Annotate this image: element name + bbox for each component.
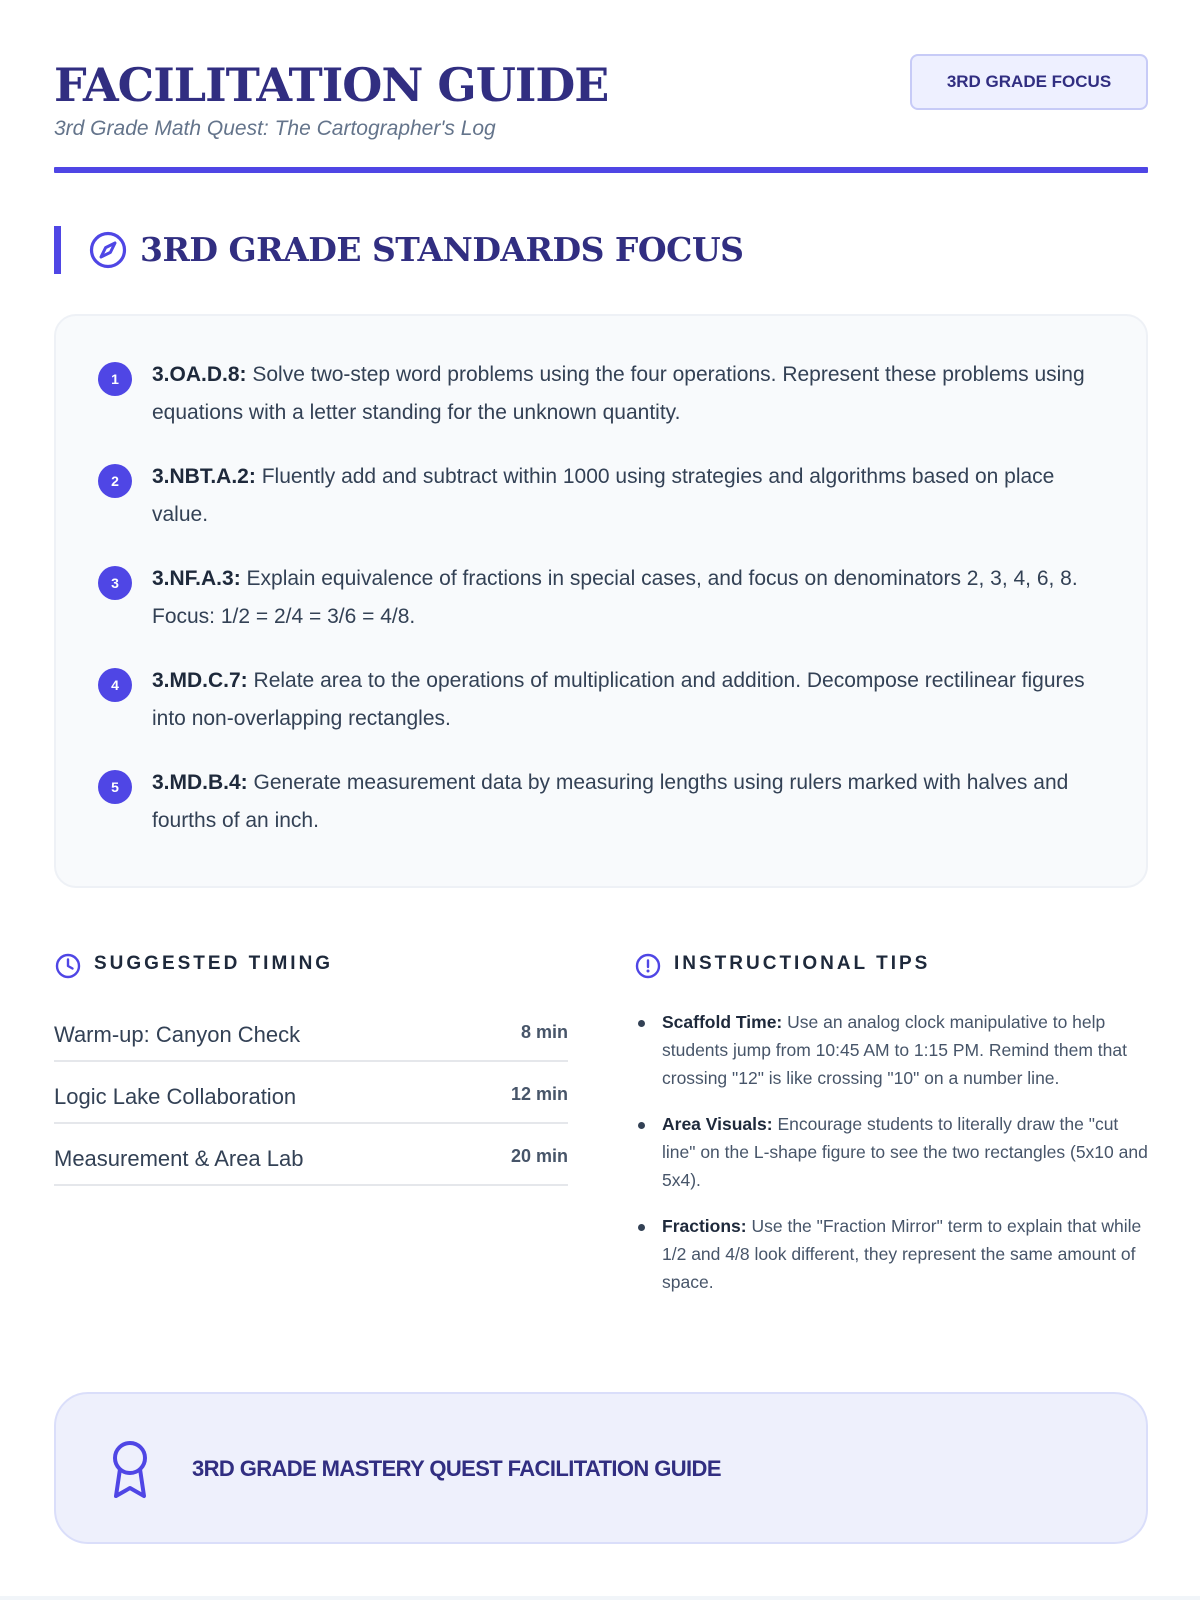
standard-description: Solve two-step word problems using the four operations. Represent these problems using equations with a letter standing for the unknown quantity. <box>152 363 1085 424</box>
timing-activity: Logic Lake Collaboration <box>54 1084 297 1109</box>
standard-code: 3.MD.C.7: <box>152 669 248 692</box>
standards-title: 3RD GRADE STANDARDS FOCUS <box>140 230 744 269</box>
tip-item <box>636 1110 1148 1194</box>
tips-heading-label: INSTRUCTIONAL TIPS <box>674 953 931 974</box>
standard-code: 3.NBT.A.2: <box>152 465 256 488</box>
grade-focus-badge: 3RD GRADE FOCUS <box>910 54 1148 110</box>
clock-icon <box>54 952 82 980</box>
standard-description: Relate area to the operations of multiplication and addition. Decompose rectilinear figures into non-overlapping rectangles. <box>152 669 1085 730</box>
section-accent-bar <box>54 226 61 274</box>
timing-duration: 8 min <box>520 1022 568 1042</box>
header-divider <box>54 167 1148 173</box>
page-header <box>54 0 1148 174</box>
page-bottom-strip <box>0 1596 1200 1600</box>
timing-row <box>54 1062 568 1124</box>
standard-number-badge: 4 <box>98 668 132 702</box>
tip-label: Area Visuals: <box>662 1114 773 1134</box>
standard-description: Explain equivalence of fractions in special cases, and focus on denominators 2, 3, 4, 6, 8. Focus: 1/2 = 2/4 = 3/6 = 4/8. <box>152 567 1078 628</box>
page-subtitle: 3rd Grade Math Quest: The Cartographer's Log <box>54 117 496 140</box>
timing-duration: 20 min <box>510 1146 568 1166</box>
standards-section-heading <box>54 226 854 274</box>
standard-description: Fluently add and subtract within 1000 using strategies and algorithms based on place value. <box>152 465 1055 526</box>
timing-activity: Measurement & Area Lab <box>54 1146 304 1171</box>
footer-title: 3RD GRADE MASTERY QUEST FACILITATION GUIDE <box>192 1456 721 1481</box>
timing-row <box>54 1000 568 1062</box>
standard-number-badge: 5 <box>98 770 132 804</box>
standard-code: 3.MD.B.4: <box>152 771 248 794</box>
tip-item <box>636 1212 1148 1296</box>
standard-description: Generate measurement data by measuring lengths using rulers marked with halves and fourths of an inch. <box>152 771 1069 832</box>
footer-banner <box>54 1392 1148 1544</box>
timing-duration: 12 min <box>510 1084 568 1104</box>
tips-heading <box>634 950 1134 980</box>
tip-label: Fractions: <box>662 1216 747 1236</box>
page-title: FACILITATION GUIDE <box>54 58 609 112</box>
tips-list <box>636 1008 1148 1314</box>
timing-activity: Warm-up: Canyon Check <box>54 1022 301 1047</box>
standard-code: 3.NF.A.3: <box>152 567 241 590</box>
tip-text: Use the "Fraction Mirror" term to explain that while 1/2 and 4/8 look different, they represent the same amount of space. <box>662 1216 1142 1292</box>
standard-text <box>152 662 1116 738</box>
facilitation-guide-page <box>54 0 1148 1481</box>
standard-number-badge: 3 <box>98 566 132 600</box>
standard-text <box>152 458 1116 534</box>
standard-number-badge: 1 <box>98 362 132 396</box>
alert-circle-icon <box>634 952 662 980</box>
award-ribbon-icon <box>108 1438 152 1502</box>
tip-text: Use an analog clock manipulative to help students jump from 10:45 AM to 1:15 PM. Remind them that crossing "12" is like crossing "10" on a number line. <box>662 1012 1127 1088</box>
tip-label: Scaffold Time: <box>662 1012 783 1032</box>
timing-heading <box>54 950 554 980</box>
tip-text: Encourage students to literally draw the "cut line" on the L-shape figure to see the two rectangles (5x10 and 5x4). <box>662 1114 1148 1190</box>
standard-code: 3.OA.D.8: <box>152 363 247 386</box>
tip-item <box>636 1008 1148 1092</box>
timing-heading-label: SUGGESTED TIMING <box>94 953 334 974</box>
standards-card <box>54 314 1148 888</box>
standard-number-badge: 2 <box>98 464 132 498</box>
timing-row <box>54 1124 568 1186</box>
compass-icon <box>88 230 128 270</box>
standard-text <box>152 764 1116 840</box>
standard-text <box>152 560 1116 636</box>
standard-text <box>152 356 1116 432</box>
